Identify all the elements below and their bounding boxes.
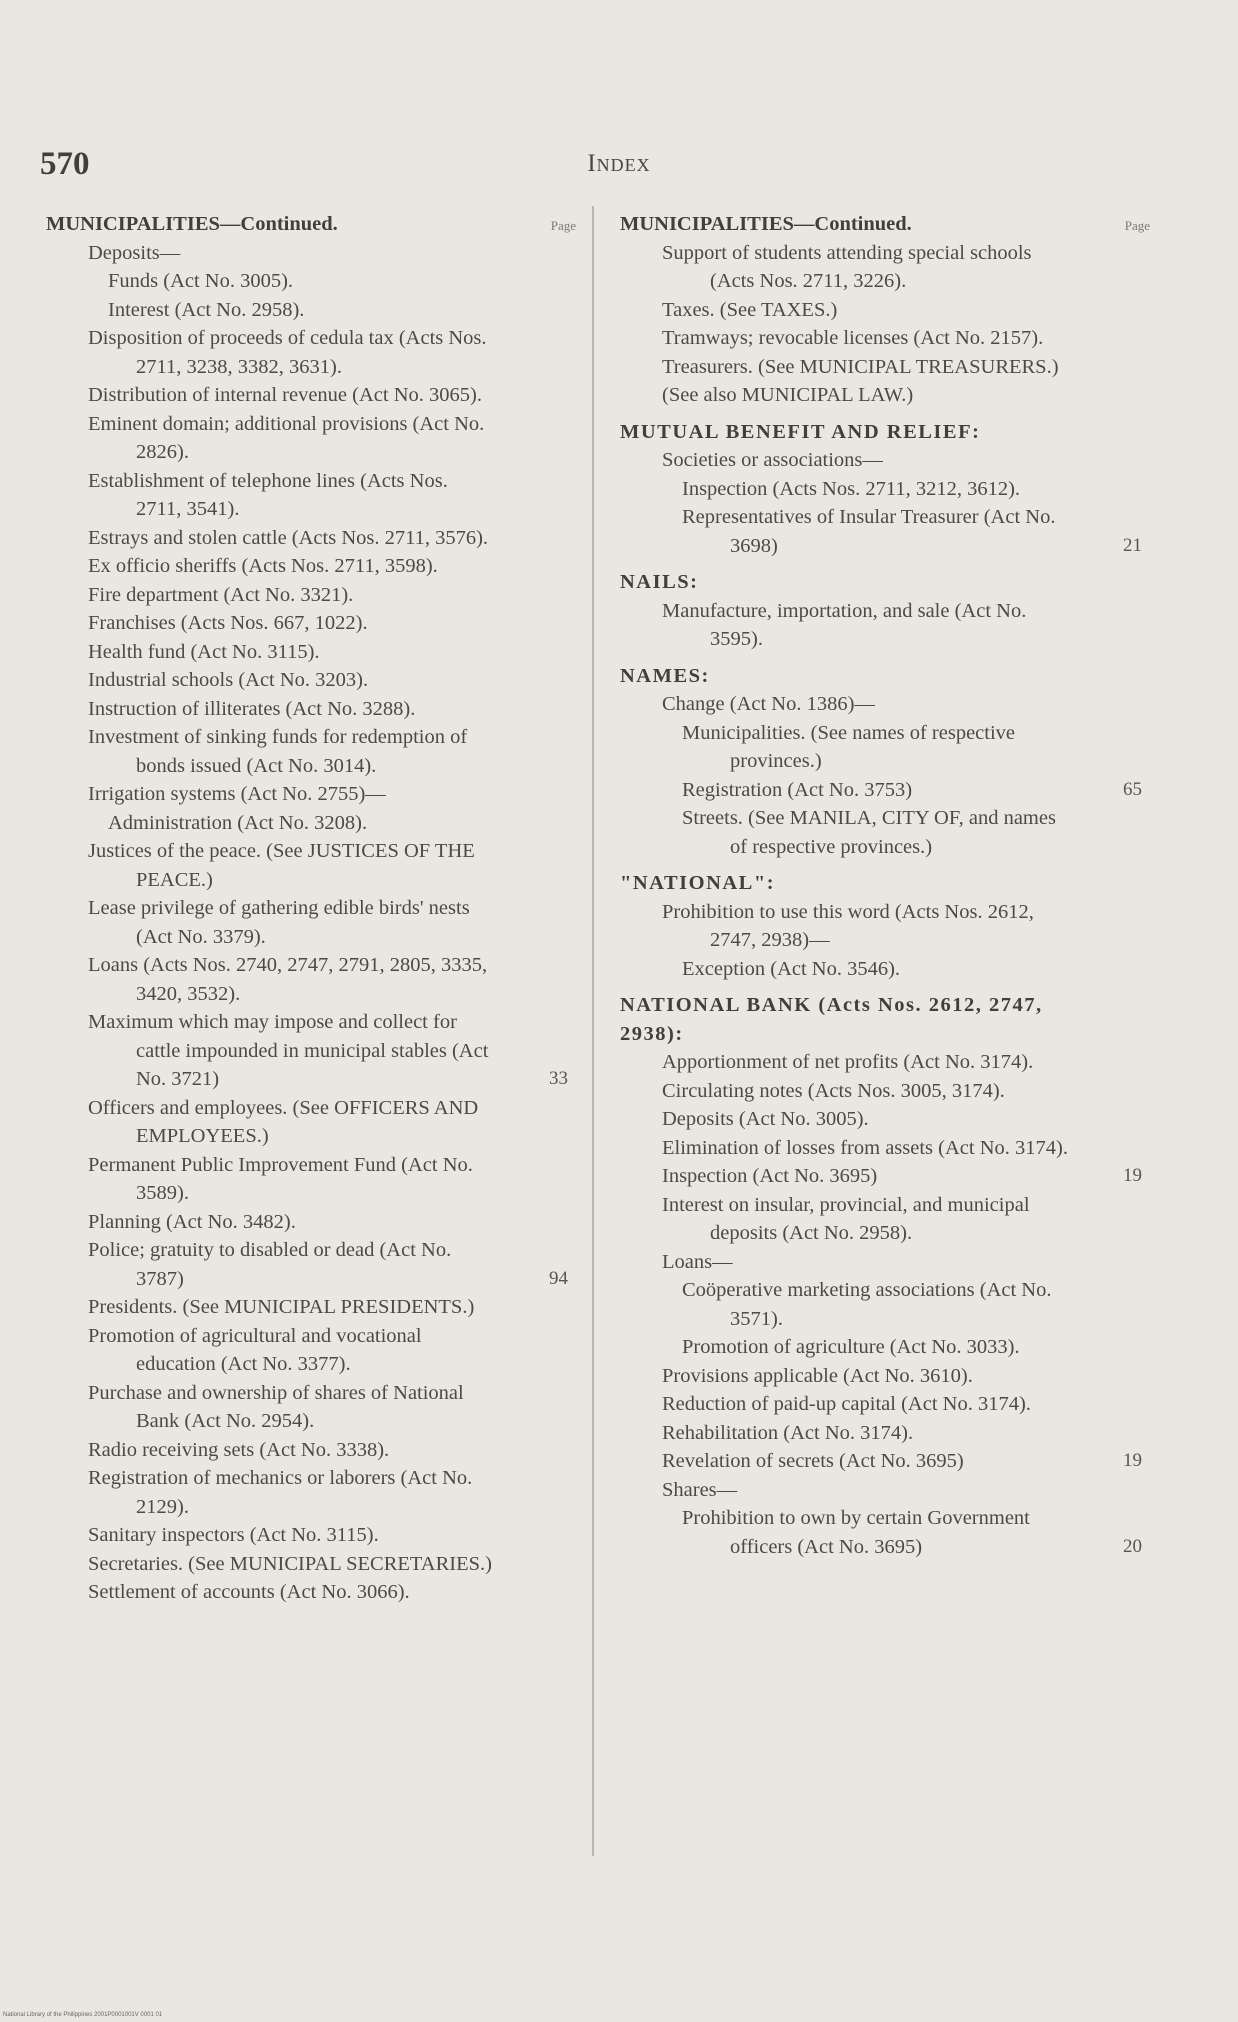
index-entry-text: Planning (Act No. 3482). <box>88 1210 296 1233</box>
left-entries-list <box>46 239 576 1607</box>
index-entry <box>620 1134 1150 1163</box>
index-entry <box>620 1162 1150 1191</box>
index-entry <box>620 1476 1150 1505</box>
index-entry-text: Inspection (Acts Nos. 2711, 3212, 3612). <box>682 477 1021 500</box>
index-entry-text: Industrial schools (Act No. 3203). <box>88 669 369 691</box>
index-entry <box>620 1248 1150 1277</box>
index-entry-page: 19 <box>1123 1450 1142 1471</box>
right-page-label: Page <box>1124 218 1150 233</box>
index-entry-text: Disposition of proceeds of cedula tax (Acts Nos. 2711, 3238, 3382, 3631). <box>88 327 487 378</box>
index-entry <box>46 267 576 296</box>
index-entry <box>620 690 1150 719</box>
index-entry-text: (See also MUNICIPAL LAW.) <box>662 384 914 406</box>
index-entry-text: Streets. (See MANILA, CITY OF, and names of respective provinces.) <box>682 807 1056 858</box>
index-entry <box>46 638 576 667</box>
index-entry-page: 94 <box>549 1267 568 1289</box>
index-entry <box>620 1504 1150 1561</box>
index-entry <box>46 1094 576 1151</box>
index-entry <box>620 1447 1150 1476</box>
index-entry <box>46 1578 576 1607</box>
index-entry-text: Instruction of illiterates (Act No. 3288). <box>88 697 416 720</box>
index-entry <box>620 503 1150 560</box>
index-entry-text: Health fund (Act No. 3115). <box>88 640 320 663</box>
index-entry <box>620 239 1150 296</box>
index-entry <box>620 597 1150 654</box>
index-entry-page: 65 <box>1123 778 1142 800</box>
index-heading-text: NATIONAL BANK (Acts Nos. 2612, 2747, 2938): <box>620 994 1043 1045</box>
index-entry <box>46 723 576 780</box>
index-entry-text: Societies or associations— <box>662 449 883 471</box>
index-entry-page: 33 <box>549 1068 568 1089</box>
index-entry <box>620 1191 1150 1248</box>
index-entry-text: Revelation of secrets (Act No. 3695) <box>662 1450 964 1472</box>
index-entry <box>46 695 576 724</box>
scan-footer: National Library of the Philippines 2001P0001001V 0001 01 <box>3 2012 163 2018</box>
index-entry-text: Franchises (Acts Nos. 667, 1022). <box>88 612 368 634</box>
index-entry-text: Sanitary inspectors (Act No. 3115). <box>88 1524 379 1546</box>
index-heading <box>620 869 1150 898</box>
index-entry <box>46 524 576 553</box>
index-entry <box>46 1550 576 1579</box>
index-entry-page: 19 <box>1123 1165 1142 1186</box>
index-entry-text: Treasurers. (See MUNICIPAL TREASURERS.) <box>662 355 1059 378</box>
index-entry <box>620 1276 1150 1333</box>
index-entry-text: Secretaries. (See MUNICIPAL SECRETARIES.) <box>88 1552 492 1575</box>
index-entry-text: Exception (Act No. 3546). <box>682 957 901 980</box>
index-entry <box>620 1419 1150 1448</box>
index-entry <box>620 804 1150 861</box>
index-entry-text: Settlement of accounts (Act No. 3066). <box>88 1581 410 1603</box>
index-entry <box>46 239 576 268</box>
index-entry-text: Lease privilege of gathering edible birds' nests (Act No. 3379). <box>88 897 470 948</box>
index-heading <box>620 991 1150 1048</box>
index-entry-text: Funds (Act No. 3005). <box>108 270 294 292</box>
index-entry-text: Taxes. (See TAXES.) <box>662 298 838 321</box>
index-entry-text: Deposits (Act No. 3005). <box>662 1108 869 1130</box>
index-entry-text: Irrigation systems (Act No. 2755)— <box>88 783 386 805</box>
index-entry <box>46 1464 576 1521</box>
index-entry-text: Circulating notes (Acts Nos. 3005, 3174). <box>662 1079 1005 1102</box>
index-entry <box>620 381 1150 410</box>
index-entry <box>46 467 576 524</box>
index-entry-text: Support of students attending special schools (Acts Nos. 2711, 3226). <box>662 241 1032 292</box>
index-entry <box>46 1436 576 1465</box>
index-entry-text: Permanent Public Improvement Fund (Act No. 3589). <box>88 1153 473 1204</box>
index-entry-text: Apportionment of net profits (Act No. 3174). <box>662 1051 1034 1073</box>
index-heading <box>620 418 1150 447</box>
page-number: 570 <box>40 146 90 182</box>
index-entry-text: Representatives of Insular Treasurer (Act No. 3698) <box>682 506 1056 557</box>
left-column <box>46 210 576 1607</box>
index-entry-text: Loans (Acts Nos. 2740, 2747, 2791, 2805, 3335, 3420, 3532). <box>88 954 488 1005</box>
index-entry <box>46 951 576 1008</box>
index-entry <box>620 776 1150 805</box>
index-entry <box>620 296 1150 325</box>
index-entry <box>620 898 1150 955</box>
index-entry-text: Police; gratuity to disabled or dead (Act No. 3787) <box>88 1239 452 1290</box>
index-entry-text: Reduction of paid-up capital (Act No. 3174). <box>662 1393 1031 1415</box>
left-page-label: Page <box>550 218 576 233</box>
index-entry-text: Eminent domain; additional provisions (Act No. 2826). <box>88 412 485 463</box>
index-entry-text: Establishment of telephone lines (Acts Nos. 2711, 3541). <box>88 469 448 520</box>
column-divider <box>592 206 594 1856</box>
index-entry <box>46 1236 576 1293</box>
index-entry <box>46 581 576 610</box>
index-entry-text: Tramways; revocable licenses (Act No. 2157). <box>662 327 1044 349</box>
index-entry-text: Estrays and stolen cattle (Acts Nos. 2711, 3576). <box>88 526 489 549</box>
index-entry <box>46 1208 576 1237</box>
index-entry-text: Officers and employees. (See OFFICERS AND EMPLOYEES.) <box>88 1096 479 1147</box>
left-column-heading <box>46 210 576 239</box>
index-entry-text: Purchase and ownership of shares of National Bank (Act No. 2954). <box>88 1381 464 1432</box>
index-entry <box>46 609 576 638</box>
index-entry <box>620 955 1150 984</box>
index-entry <box>46 1293 576 1322</box>
index-entry-text: Prohibition to use this word (Acts Nos. 2612, 2747, 2938)— <box>662 900 1034 951</box>
index-entry <box>46 1008 576 1094</box>
index-entry-text: Provisions applicable (Act No. 3610). <box>662 1364 973 1387</box>
index-heading-text: "NATIONAL": <box>620 872 776 894</box>
index-entry-text: Prohibition to own by certain Government officers (Act No. 3695) <box>682 1507 1030 1558</box>
index-entry <box>620 1105 1150 1134</box>
index-entry <box>46 809 576 838</box>
index-entry-text: Shares— <box>662 1478 738 1501</box>
index-entry <box>620 719 1150 776</box>
index-entry <box>46 780 576 809</box>
page-title: Index <box>587 150 651 177</box>
index-entry-text: Deposits— <box>88 241 181 264</box>
right-column-heading <box>620 210 1150 239</box>
index-entry-text: Justices of the peace. (See JUSTICES OF THE PEACE.) <box>88 840 475 891</box>
index-entry-text: Registration of mechanics or laborers (Act No. 2129). <box>88 1467 473 1518</box>
index-entry <box>46 837 576 894</box>
index-entry-text: Municipalities. (See names of respective provinces.) <box>682 721 1016 772</box>
index-entry <box>620 1362 1150 1391</box>
index-entry <box>620 1390 1150 1419</box>
index-entry-text: Ex officio sheriffs (Acts Nos. 2711, 3598). <box>88 555 438 577</box>
index-entry <box>46 666 576 695</box>
index-entry-page: 20 <box>1123 1535 1142 1557</box>
index-entry <box>46 1322 576 1379</box>
right-column <box>620 210 1150 1561</box>
index-entry-text: Interest (Act No. 2958). <box>108 298 305 321</box>
index-entry <box>620 324 1150 353</box>
index-heading-text: NAMES: <box>620 664 710 687</box>
index-heading <box>620 568 1150 597</box>
index-entry-text: Presidents. (See MUNICIPAL PRESIDENTS.) <box>88 1296 475 1318</box>
index-entry <box>46 552 576 581</box>
right-heading-text: MUNICIPALITIES—Continued. <box>620 213 912 235</box>
index-heading <box>620 662 1150 691</box>
index-entry-text: Promotion of agricultural and vocational education (Act No. 3377). <box>88 1324 422 1375</box>
index-entry <box>620 1077 1150 1106</box>
index-entry-text: Registration (Act No. 3753) <box>682 778 913 801</box>
index-entry-text: Administration (Act No. 3208). <box>108 811 368 834</box>
index-entry <box>620 446 1150 475</box>
index-entry-text: Promotion of agriculture (Act No. 3033). <box>682 1336 1020 1358</box>
index-entry-text: Coöperative marketing associations (Act No. 3571). <box>682 1279 1052 1330</box>
index-entry-text: Maximum which may impose and collect for cattle impounded in municipal stables (Act No. 3721) <box>88 1011 489 1090</box>
index-entry <box>620 353 1150 382</box>
index-entry-text: Distribution of internal revenue (Act No. 3065). <box>88 384 482 406</box>
index-entry-text: Radio receiving sets (Act No. 3338). <box>88 1438 390 1461</box>
index-entry <box>46 410 576 467</box>
index-heading-text: NAILS: <box>620 571 699 593</box>
index-entry-text: Fire department (Act No. 3321). <box>88 583 354 606</box>
index-entry-text: Rehabilitation (Act No. 3174). <box>662 1421 914 1444</box>
index-entry <box>620 1048 1150 1077</box>
index-entry-text: Elimination of losses from assets (Act No. 3174). <box>662 1136 1068 1159</box>
index-entry <box>46 1521 576 1550</box>
index-entry <box>46 894 576 951</box>
index-entry <box>46 1379 576 1436</box>
index-entry-text: Change (Act No. 1386)— <box>662 693 875 715</box>
index-entry <box>46 381 576 410</box>
index-entry-text: Interest on insular, provincial, and municipal deposits (Act No. 2958). <box>662 1193 1030 1244</box>
index-entry-page: 21 <box>1123 534 1142 556</box>
index-entry <box>620 475 1150 504</box>
right-entries-list <box>620 239 1150 1562</box>
index-entry <box>46 296 576 325</box>
index-entry <box>46 1151 576 1208</box>
index-entry-text: Loans— <box>662 1250 733 1273</box>
index-heading-text: MUTUAL BENEFIT AND RELIEF: <box>620 420 981 443</box>
index-entry-text: Investment of sinking funds for redemption of bonds issued (Act No. 3014). <box>88 726 468 777</box>
index-entry <box>620 1333 1150 1362</box>
index-entry <box>46 324 576 381</box>
index-entry-text: Inspection (Act No. 3695) <box>662 1165 878 1187</box>
index-entry-text: Manufacture, importation, and sale (Act No. 3595). <box>662 599 1027 650</box>
left-heading-text: MUNICIPALITIES—Continued. <box>46 213 338 235</box>
